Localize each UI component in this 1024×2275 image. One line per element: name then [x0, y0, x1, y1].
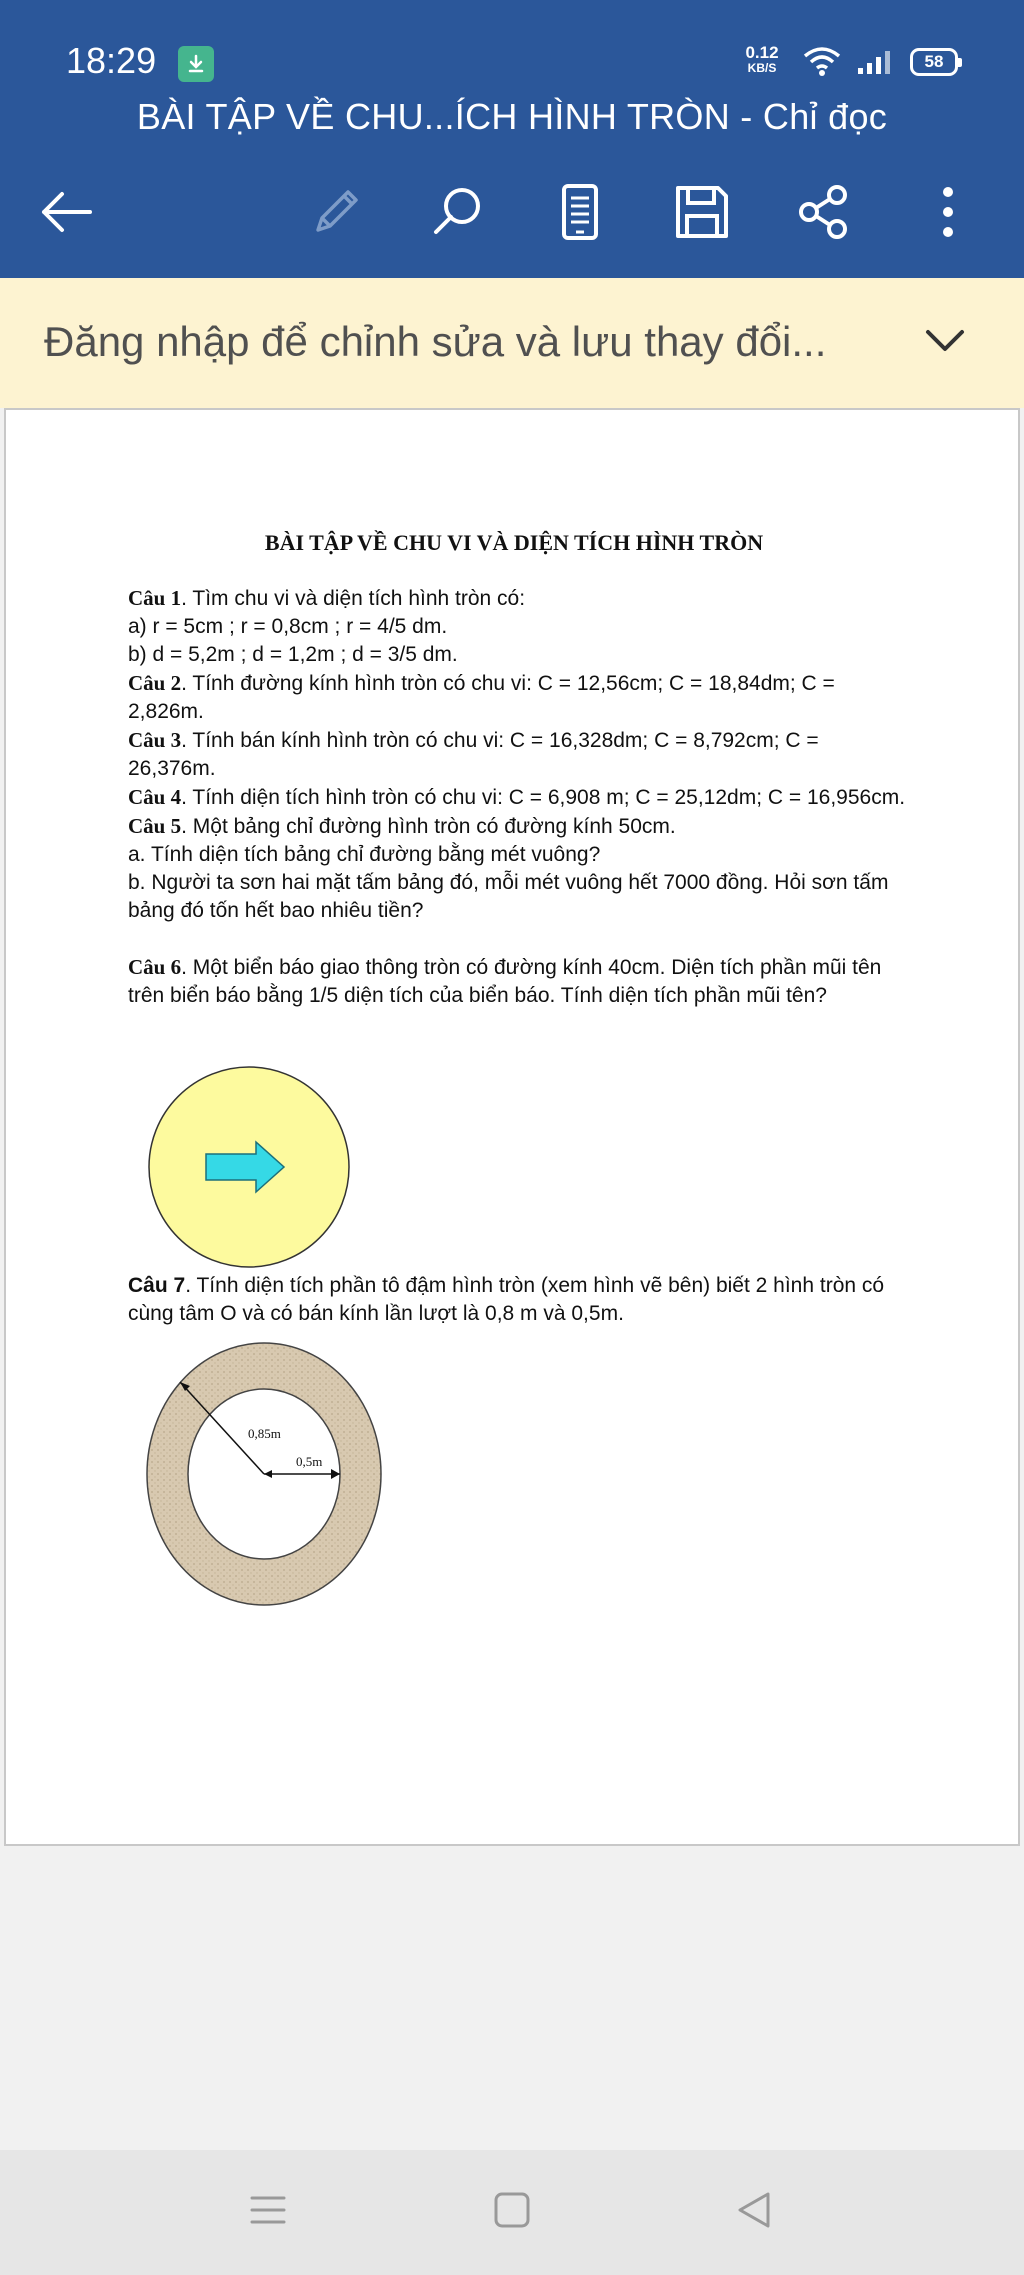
more-options-button[interactable] — [916, 180, 980, 244]
question-label: Câu 5 — [128, 814, 182, 838]
system-navbar — [0, 2150, 1024, 2275]
question-text: . Tính diện tích phần tô đậm hình tròn (xem hình vẽ bên) biết 2 hình tròn có cùng tâm O và có bán kính lần lượt là 0,8 m và 0,5m. — [128, 1274, 885, 1325]
question-5-b: b. Người ta sơn hai mặt tấm bảng đó, mỗi mét vuông hết 7000 đồng. Hỏi sơn tấm bảng đó tốn hết bao nhiêu tiền? — [128, 871, 889, 922]
question-text: . Một biển báo giao thông tròn có đường kính 40cm. Diện tích phần mũi tên trên biển báo bằng 1/5 diện tích của biển báo. Tính diện tích phần mũi tên? — [128, 956, 882, 1007]
recent-apps-icon — [248, 2190, 288, 2230]
outer-radius-label: 0,85m — [248, 1426, 281, 1441]
question-text: . Tính diện tích hình tròn có chu vi: C = 6,908 m; C = 25,12dm; C = 16,956cm. — [181, 786, 906, 809]
home-button[interactable] — [492, 2190, 532, 2235]
document-page[interactable] — [4, 408, 1020, 1846]
signin-banner[interactable] — [0, 278, 1024, 408]
annulus-figure — [144, 1340, 384, 1610]
document-content — [6, 410, 1022, 1848]
page-title: BÀI TẬP VỀ CHU VI VÀ DIỆN TÍCH HÌNH TRÒN — [264, 530, 764, 555]
network-speed-value: 0.12 — [745, 43, 779, 62]
document-body — [128, 584, 910, 1010]
network-speed-unit: KB/S — [747, 61, 777, 75]
search-button[interactable] — [426, 180, 490, 244]
battery-level: 58 — [924, 52, 944, 71]
question-text: . Tìm chu vi và diện tích hình tròn có: — [181, 587, 526, 610]
save-icon — [673, 183, 731, 241]
pencil-icon — [308, 184, 364, 240]
recent-apps-button[interactable] — [248, 2190, 288, 2235]
question-1-b: b) d = 5,2m ; d = 1,2m ; d = 3/5 dm. — [128, 643, 458, 666]
toolbar — [0, 168, 1024, 258]
inner-radius-label: 0,5m — [296, 1454, 323, 1469]
question-label: Câu 4 — [128, 785, 182, 809]
home-icon — [492, 2190, 532, 2230]
back-button[interactable] — [34, 180, 98, 244]
question-label: Câu 7 — [128, 1274, 186, 1297]
save-button[interactable] — [670, 180, 734, 244]
back-arrow-icon — [38, 190, 94, 234]
reader-view-icon — [558, 182, 602, 242]
question-label: Câu 1 — [128, 586, 182, 610]
question-text: . Tính đường kính hình tròn có chu vi: C = 12,56cm; C = 18,84dm; C = 2,826m. — [128, 672, 835, 723]
chevron-down-icon[interactable] — [922, 326, 968, 361]
question-7 — [128, 1272, 910, 1328]
back-nav-button[interactable] — [734, 2190, 774, 2235]
search-icon — [430, 184, 486, 240]
back-icon — [734, 2190, 774, 2230]
share-button[interactable] — [792, 180, 856, 244]
question-label: Câu 6 — [128, 955, 182, 979]
question-label: Câu 3 — [128, 728, 182, 752]
status-time: 18:29 — [66, 40, 157, 81]
wifi-icon — [802, 44, 842, 83]
status-bar — [0, 0, 1024, 110]
edit-button[interactable] — [304, 180, 368, 244]
download-notification-icon — [178, 46, 214, 82]
question-3 — [128, 726, 910, 783]
app-header — [0, 0, 1024, 278]
share-icon — [795, 183, 853, 241]
question-4 — [128, 783, 910, 812]
question-5-a: a. Tính diện tích bảng chỉ đường bằng mét vuông? — [128, 843, 601, 866]
more-icon — [938, 184, 958, 240]
signin-prompt[interactable]: Đăng nhập để chỉnh sửa và lưu thay đổi... — [44, 318, 827, 365]
question-2 — [128, 669, 910, 726]
network-speed — [736, 44, 788, 75]
battery-icon — [910, 48, 958, 76]
signal-icon — [856, 48, 896, 81]
reader-view-button[interactable] — [548, 180, 612, 244]
question-text: . Một bảng chỉ đường hình tròn có đường kính 50cm. — [181, 815, 676, 838]
question-1 — [128, 584, 910, 613]
question-text: . Tính bán kính hình tròn có chu vi: C = 16,328dm; C = 8,792cm; C = 26,376m. — [128, 729, 819, 780]
question-label: Câu 2 — [128, 671, 182, 695]
traffic-sign-figure — [144, 1062, 354, 1272]
document-title: BÀI TẬP VỀ CHU...ÍCH HÌNH TRÒN - Chỉ đọc — [136, 96, 888, 137]
question-6 — [128, 953, 910, 1010]
question-5 — [128, 812, 910, 841]
question-1-a: a) r = 5cm ; r = 0,8cm ; r = 4/5 dm. — [128, 615, 448, 638]
